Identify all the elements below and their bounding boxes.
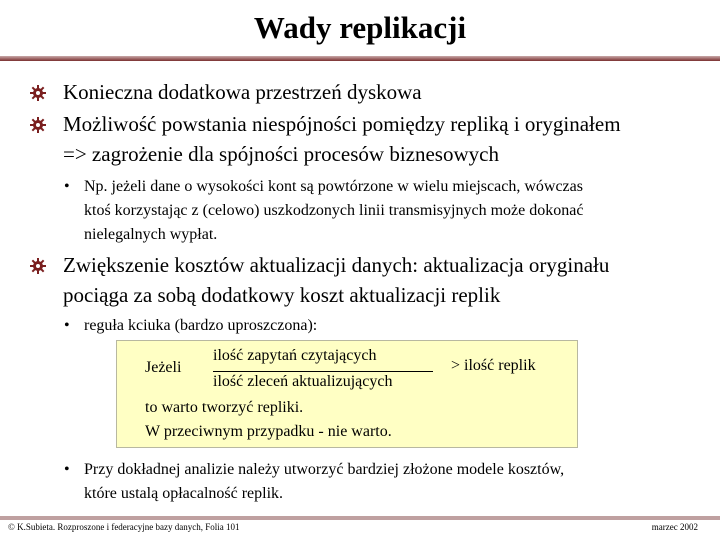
gear-icon <box>30 117 46 133</box>
bullet-text: Zwiększenie kosztów aktualizacji danych: aktualizacja oryginału <box>63 253 610 277</box>
bullet-text: Konieczna dodatkowa przestrzeń dyskowa <box>63 80 422 104</box>
rule-else-line: W przeciwnym przypadku - nie warto. <box>145 423 392 440</box>
sub-bullet-text: ktoś korzystając z (celowo) uszkodzonych linii transmisyjnych może dokonać <box>84 202 584 219</box>
rule-of-thumb-box <box>116 340 578 448</box>
title-bar <box>0 0 720 58</box>
rule-numerator: ilość zapytań czytających <box>213 347 377 364</box>
bullet-text: => zagrożenie dla spójności procesów biznesowych <box>63 142 499 166</box>
sub-bullet-text: Przy dokładnej analizie należy utworzyć bardziej złożone modele kosztów, <box>84 461 565 478</box>
gear-icon <box>30 258 46 274</box>
bullet-text: pociąga za sobą dodatkowy koszt aktualizacji replik <box>63 283 501 307</box>
sub-bullet-text: które ustalą opłacalność replik. <box>84 485 284 502</box>
rule-if-label: Jeżeli <box>145 359 182 376</box>
rule-then-line: to warto tworzyć repliki. <box>145 399 304 416</box>
gear-icon <box>30 85 46 101</box>
rule-denominator: ilość zleceń aktualizujących <box>213 373 393 390</box>
bullet-dot-icon: • <box>64 461 70 478</box>
footer-date: marzec 2002 <box>651 522 698 532</box>
sub-bullet-text: reguła kciuka (bardzo uproszczona): <box>84 317 318 334</box>
bullet-text: Możliwość powstania niespójności pomiędzy repliką i oryginałem <box>63 112 621 136</box>
slide-title: Wady replikacji <box>253 10 467 45</box>
bullet-dot-icon: • <box>64 317 70 334</box>
footer-divider <box>0 516 720 520</box>
title-divider <box>0 56 720 61</box>
sub-bullet-text: nielegalnych wypłat. <box>84 226 218 243</box>
rule-comparison: > ilość replik <box>451 357 536 374</box>
fraction-line <box>213 371 433 372</box>
footer-copyright: © K.Subieta. Rozproszone i federacyjne bazy danych, Folia 101 <box>8 522 240 532</box>
sub-bullet-text: Np. jeżeli dane o wysokości kont są powtórzone w wielu miejscach, wówczas <box>84 178 583 195</box>
bullet-dot-icon: • <box>64 178 70 195</box>
